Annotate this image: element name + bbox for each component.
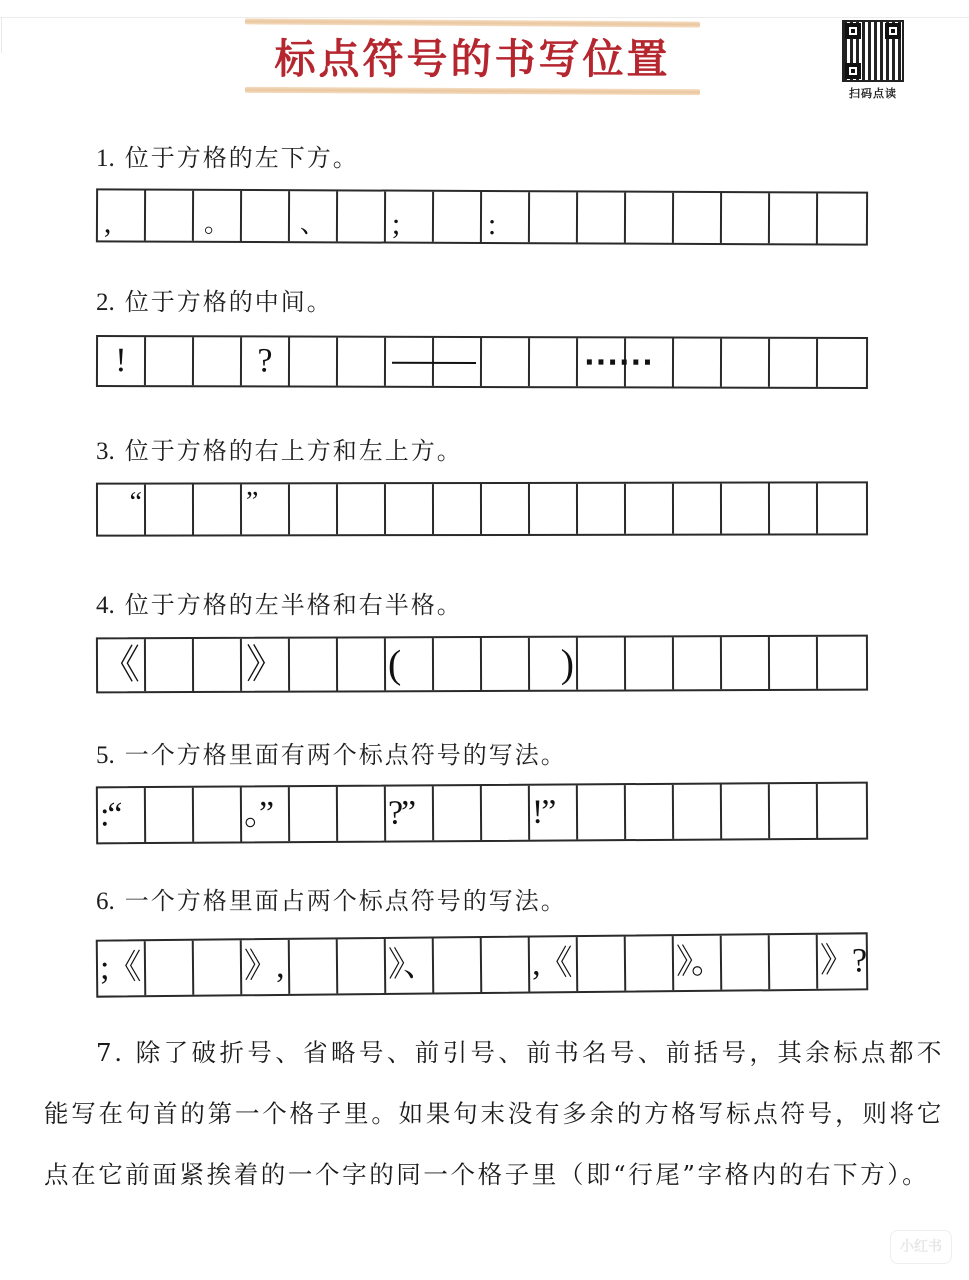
- section-heading: [96, 436, 463, 467]
- section-number: 4.: [96, 592, 115, 619]
- grid-cell: [194, 337, 242, 385]
- punctuation-mark: 》: [245, 641, 287, 687]
- grid-cell: [338, 338, 386, 386]
- section-heading: [96, 590, 463, 621]
- grid-cell: [674, 785, 722, 839]
- title-rule-top: [245, 18, 700, 27]
- grid-row: [96, 635, 868, 694]
- grid-cell: [434, 192, 482, 242]
- grid-cell: [386, 786, 434, 840]
- grid-cell: [98, 190, 146, 240]
- grid-cell: [722, 637, 770, 689]
- punctuation-mark: !: [115, 342, 127, 380]
- grid-cell: [242, 191, 290, 241]
- section-heading: [96, 886, 567, 917]
- grid-cell: [194, 940, 243, 994]
- grid-cell: [386, 484, 434, 534]
- grid-cell: [530, 785, 578, 839]
- punctuation-mark: ?: [257, 342, 273, 380]
- grid-cell: [434, 938, 483, 992]
- grid-cell: [242, 639, 290, 691]
- section-heading: [96, 287, 333, 318]
- grid-cell: [626, 936, 675, 990]
- grid-cell: [386, 192, 434, 242]
- grid-cell: [674, 484, 722, 534]
- grid-cell: [98, 941, 147, 995]
- section-heading-text: 一个方格里面占两个标点符号的写法。: [124, 887, 567, 915]
- section-number: 6.: [96, 888, 115, 915]
- section-1: [96, 143, 359, 174]
- punctuation-mark: :“: [99, 796, 121, 834]
- section-number: 2.: [96, 289, 115, 316]
- grid-cell: [194, 787, 242, 841]
- grid-row: [96, 188, 868, 245]
- section-4: [96, 590, 463, 621]
- grid-cell: [386, 338, 434, 386]
- punctuation-mark: 。”: [243, 795, 273, 833]
- grid-cell: [482, 484, 530, 534]
- grid-cell: [482, 638, 530, 690]
- grid-cell: [434, 638, 482, 690]
- grid-cell: [722, 193, 770, 243]
- grid-row: [96, 335, 868, 389]
- grid-cell: [770, 339, 818, 387]
- punctuation-mark: (: [387, 641, 402, 687]
- grid-cell: [818, 193, 866, 243]
- punctuation-mark: 》。: [675, 943, 724, 982]
- grid-cell: [338, 191, 386, 241]
- grid-cell: [770, 935, 819, 989]
- title-rule-bottom: [245, 87, 700, 95]
- grid-cell: [242, 940, 291, 994]
- grid-cell: [674, 193, 722, 243]
- punctuation-mark: :: [487, 208, 497, 242]
- punctuation-mark: ,: [103, 206, 112, 240]
- punctuation-mark: ;: [391, 207, 401, 241]
- grid-cell: [674, 936, 723, 990]
- grid-cell: [722, 784, 770, 838]
- section-3: [96, 436, 463, 467]
- grid-cell: [338, 484, 386, 534]
- section-heading-text: 位于方格的右上方和左上方。: [124, 437, 463, 465]
- grid-cell: [290, 337, 338, 385]
- qr-label: 扫码点读: [849, 87, 897, 100]
- grid-cell: [818, 637, 866, 689]
- grid-cell: [530, 638, 578, 690]
- grid-cell: [146, 788, 194, 842]
- grid-cell: [242, 787, 290, 841]
- grid-cell: [722, 935, 771, 989]
- punctuation-mark: 。: [203, 208, 231, 238]
- grid-row: [96, 932, 869, 997]
- grid-cell: [242, 484, 290, 534]
- title-banner: [245, 18, 700, 100]
- grid-cell: [578, 785, 626, 839]
- grid-cell: [482, 938, 531, 992]
- page-edge-left: [1, 17, 2, 53]
- grid-cell: [338, 939, 387, 993]
- grid-cell: [194, 484, 242, 534]
- qr-code-icon[interactable]: [842, 20, 904, 82]
- grid-cell: [98, 639, 146, 691]
- grid-cell: [530, 192, 578, 242]
- grid-cell: [818, 784, 866, 838]
- punctuation-mark: !”: [531, 793, 555, 831]
- grid-cell: [482, 192, 530, 242]
- grid-cell: [482, 338, 530, 386]
- section-heading-text: 位于方格的中间。: [124, 288, 333, 316]
- grid-cell: [194, 639, 242, 691]
- grid-cell: [98, 788, 146, 842]
- grid-cell: [146, 639, 194, 691]
- grid-cell: [530, 338, 578, 386]
- punctuation-mark: 《: [99, 642, 141, 688]
- grid-cell: [578, 637, 626, 689]
- grid-cell: [98, 485, 146, 535]
- grid-row: [96, 782, 868, 845]
- grid-cell: [770, 637, 818, 689]
- grid-cell: [290, 639, 338, 691]
- punctuation-mark: ?”: [387, 794, 415, 832]
- grid-cell: [434, 484, 482, 534]
- grid-cell: [530, 937, 579, 991]
- grid-cell: [770, 784, 818, 838]
- punctuation-mark: 》,: [243, 947, 283, 986]
- grid-cell: [386, 638, 434, 690]
- grid-cell: [146, 191, 194, 241]
- grid-cell: [674, 637, 722, 689]
- grid-cell: [626, 785, 674, 839]
- punctuation-mark: 》?: [819, 942, 866, 980]
- grid-cell: [722, 483, 770, 533]
- grid-cell: [146, 485, 194, 535]
- grid-cell: [290, 939, 339, 993]
- grid-cell: [578, 484, 626, 534]
- punctuation-mark: “: [129, 486, 143, 518]
- punctuation-mark: ”: [245, 486, 259, 518]
- grid-cell: [530, 484, 578, 534]
- qr-code-block[interactable]: [838, 20, 908, 101]
- punctuation-mark: ;《: [99, 949, 140, 987]
- section-number: 3.: [96, 438, 115, 465]
- grid-cell: [818, 483, 866, 533]
- section-heading-text: 位于方格的左下方。: [124, 144, 359, 172]
- section-2: [96, 287, 333, 318]
- grid-cell: [242, 337, 290, 385]
- grid-cell: [386, 938, 435, 992]
- punctuation-mark: 》、: [387, 946, 436, 984]
- grid-cell: [578, 192, 626, 242]
- grid-cell: [146, 941, 195, 995]
- grid-cell: [146, 337, 194, 385]
- punctuation-mark: ): [560, 640, 575, 686]
- grid-cell: [818, 339, 866, 387]
- grid-cell: [290, 191, 338, 241]
- page-title: 标点符号的书写位置: [274, 35, 671, 83]
- grid-cell: [194, 191, 242, 241]
- punctuation-mark: 、: [299, 209, 327, 239]
- grid-cell: [290, 484, 338, 534]
- section-heading-text: 一个方格里面有两个标点符号的写法。: [124, 741, 567, 769]
- grid-cell: [818, 934, 867, 988]
- grid-cell: [98, 337, 146, 385]
- grid-cell: [722, 339, 770, 387]
- grid-cell: [578, 338, 654, 386]
- ellipsis-mark: ······: [583, 345, 654, 379]
- punctuation-mark: ,《: [531, 945, 571, 983]
- section-5: [96, 740, 567, 771]
- grid-cell: [626, 484, 674, 534]
- watermark-logo: 小红书: [890, 1230, 952, 1264]
- grid-cell: [338, 638, 386, 690]
- grid-cell: [578, 937, 627, 991]
- grid-cell: [770, 483, 818, 533]
- grid-row: [96, 481, 868, 536]
- grid-cell: [626, 637, 674, 689]
- section-heading: [96, 143, 359, 174]
- grid-cell: [338, 787, 386, 841]
- grid-cell: [434, 786, 482, 840]
- section-6: [96, 886, 567, 917]
- grid-cell: [770, 193, 818, 243]
- section-number: 1.: [96, 145, 115, 172]
- grid-cell: [626, 193, 674, 243]
- section-heading-text: 位于方格的左半格和右半格。: [124, 591, 463, 619]
- section-heading: [96, 740, 567, 771]
- grid-cell: [482, 786, 530, 840]
- paragraph-7: 7. 除了破折号、省略号、前引号、前书名号、前括号，其余标点都不能写在句首的第一个格子里。如果句末没有多余的方格写标点符号，则将它点在它前面紧挨着的一个字的同一个格子里（即“行尾”字格内的右下方）。: [44, 1038, 944, 1189]
- dash-mark: [392, 362, 476, 364]
- section-number: 5.: [96, 742, 115, 769]
- grid-cell: [290, 787, 338, 841]
- grid-cell: [674, 339, 722, 387]
